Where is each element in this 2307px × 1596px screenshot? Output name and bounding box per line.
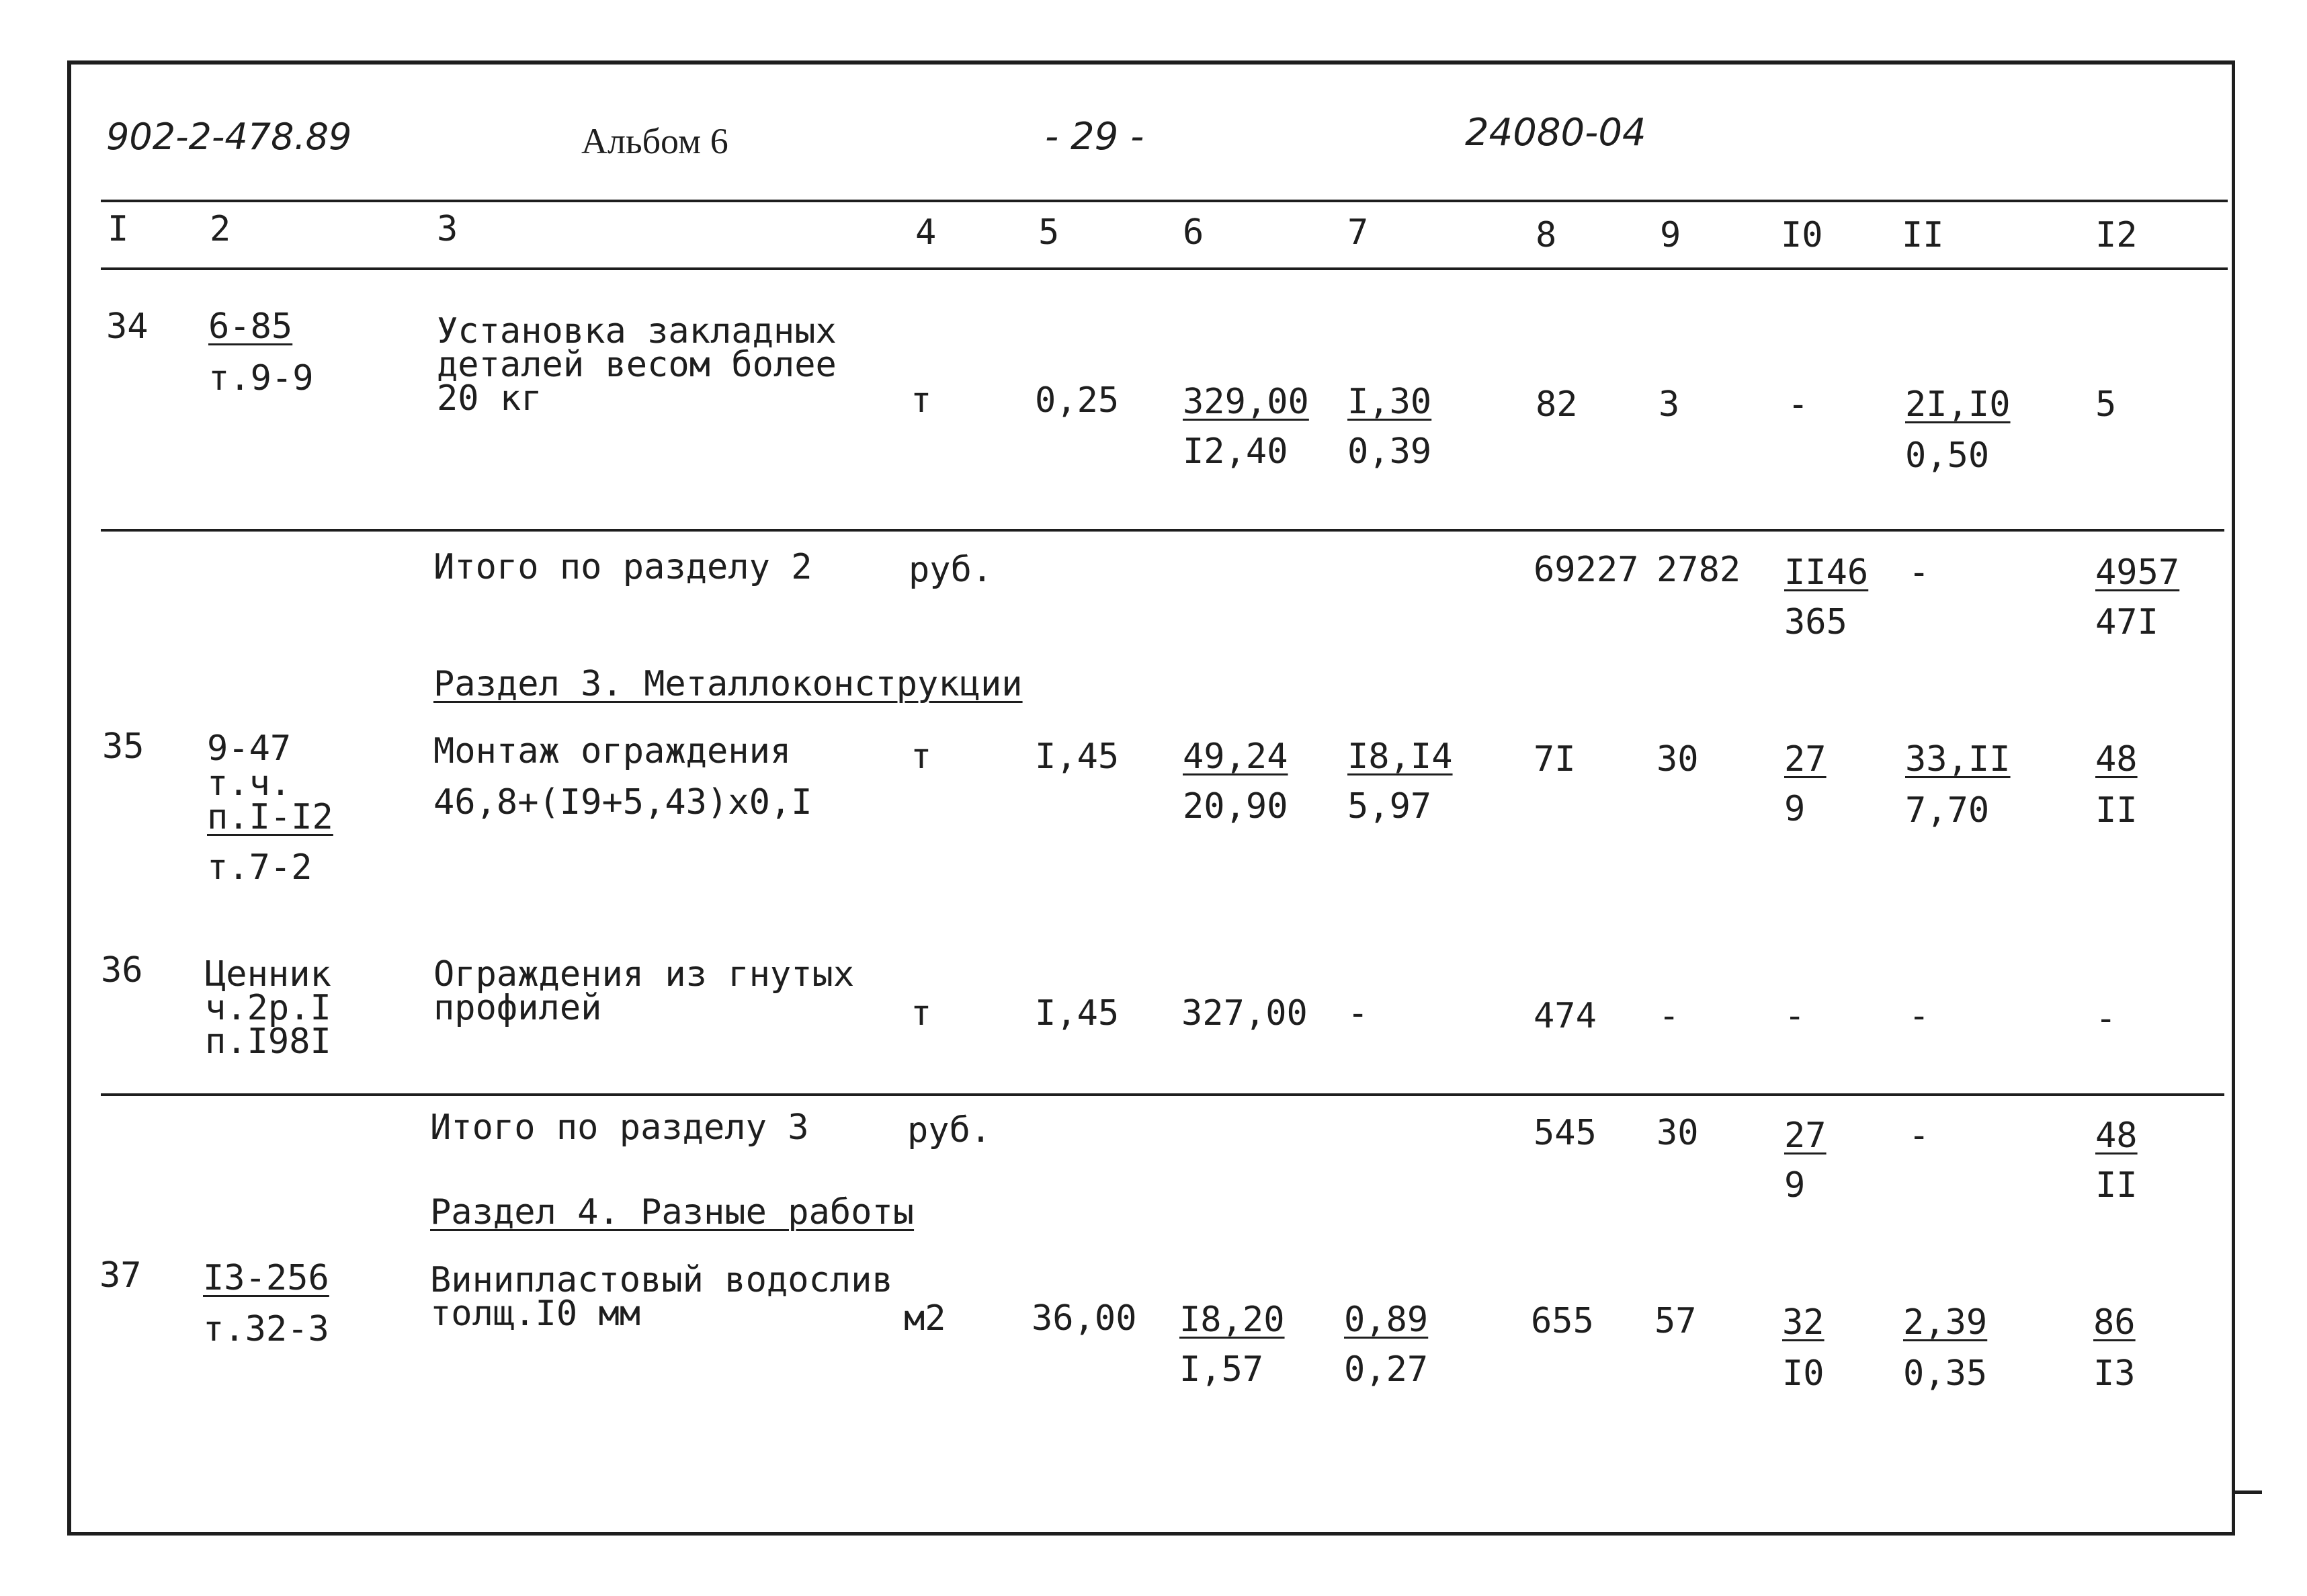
column-number: I2 [2095, 215, 2138, 255]
unit-cost-total: 329,00 [1183, 382, 1309, 422]
column-number: 5 [1038, 212, 1060, 253]
section-heading: Раздел 3. Металлоконструкции [433, 664, 1023, 704]
wages-total: 2782 [1656, 550, 1741, 590]
wages-total: 3 [1659, 384, 1680, 425]
column-number: 4 [915, 212, 937, 253]
quantity: I,45 [1035, 993, 1120, 1034]
unit: руб. [909, 550, 993, 590]
machine-cost: I8,I4 [1347, 737, 1453, 777]
work-description: Установка закладных деталей весом более 20 кг [437, 311, 837, 419]
column-number: 6 [1183, 212, 1204, 253]
norm-table: т.32-3 [203, 1309, 329, 1349]
work-description: Ограждения из гнутых профилей [433, 954, 855, 1028]
labor-unit-machine: 7,70 [1905, 790, 1990, 831]
labor-total: 48 [2095, 739, 2138, 780]
machine-cost: 0,89 [1344, 1300, 1429, 1340]
machine-wages: 5,97 [1347, 786, 1432, 827]
column-number: 2 [210, 209, 231, 249]
wages-total: 57 [1654, 1301, 1697, 1341]
document-number: 24080-04 [1465, 111, 1646, 155]
quantity: I,45 [1035, 737, 1120, 777]
column-number: II [1902, 215, 1944, 255]
total-cost: 69227 [1534, 550, 1639, 590]
machine-wages-total: I0 [1782, 1353, 1824, 1394]
labor-unit: - [1908, 996, 1930, 1036]
unit-cost-wages: 20,90 [1183, 786, 1288, 827]
wages-total: 30 [1656, 1113, 1699, 1153]
header-bottom-rule [101, 267, 2228, 270]
machine-wages: 0,39 [1347, 431, 1432, 472]
machine-cost: I,30 [1347, 382, 1432, 422]
labor-total: 48 [2095, 1116, 2138, 1156]
labor-machine-total: II [2095, 790, 2138, 831]
column-number: 8 [1536, 215, 1557, 255]
labor-unit: 2I,I0 [1905, 384, 2011, 425]
norm-code: 6-85 [208, 306, 293, 347]
machine-total: - [1788, 384, 1809, 425]
column-number: 3 [437, 209, 458, 249]
unit-cost-total: 327,00 [1181, 993, 1308, 1034]
labor-machine-total: II [2095, 1165, 2138, 1206]
unit: т [911, 737, 932, 777]
unit: м2 [904, 1298, 946, 1339]
row-number: 35 [102, 726, 144, 767]
labor-unit-machine: 0,35 [1903, 1353, 1988, 1394]
labor-total: - [2095, 999, 2117, 1039]
row-number: 37 [99, 1255, 142, 1296]
total-cost: 545 [1534, 1113, 1597, 1153]
unit-cost-wages: I2,40 [1183, 431, 1288, 472]
doc-code: 902-2-478.89 [106, 116, 352, 158]
labor-machine-total: 47I [2095, 602, 2158, 642]
norm-code: I3-256 [203, 1258, 329, 1298]
work-description: Монтаж ограждения [433, 731, 792, 771]
labor-machine-total: I3 [2093, 1353, 2136, 1394]
norm-part: т.ч. [207, 763, 292, 804]
machine-total: 27 [1784, 739, 1827, 780]
unit: руб. [907, 1110, 992, 1150]
page-number: - 29 - [1045, 115, 1144, 159]
machine-wages-total: 9 [1784, 1165, 1806, 1206]
total-cost: 474 [1534, 996, 1597, 1036]
unit: т [911, 993, 932, 1034]
section-rule [101, 529, 2224, 532]
unit-cost-total: I8,20 [1179, 1300, 1285, 1340]
total-cost: 7I [1534, 739, 1576, 780]
unit-cost-wages: I,57 [1179, 1349, 1264, 1390]
work-description: Винипластовый водослив толщ.I0 мм [430, 1260, 893, 1334]
machine-total: - [1784, 996, 1806, 1036]
unit-cost-total: 49,24 [1183, 737, 1288, 777]
section-rule [101, 1093, 2224, 1096]
header-top-rule [101, 200, 2228, 202]
total-cost: 655 [1531, 1301, 1594, 1341]
norm-code: 9-47 [207, 728, 292, 769]
row-number: 34 [106, 306, 149, 347]
labor-unit: - [1908, 1116, 1930, 1156]
machine-wages-total: 9 [1784, 789, 1806, 829]
column-number: 9 [1660, 215, 1681, 255]
norm-items: п.I-I2 [207, 797, 333, 837]
machine-cost: - [1347, 993, 1369, 1034]
unit: т [911, 380, 932, 421]
wages-total: 30 [1656, 739, 1699, 780]
labor-unit: - [1908, 552, 1930, 593]
album-label: Альбом 6 [581, 121, 728, 161]
machine-total: II46 [1784, 552, 1869, 593]
norm-table: т.9-9 [208, 358, 314, 398]
machine-total: 27 [1784, 1116, 1827, 1156]
price-list-reference: Ценник ч.2р.I п.I98I [205, 954, 331, 1062]
machine-wages-total: 365 [1784, 602, 1847, 642]
frame-tick-mark [2235, 1490, 2262, 1494]
labor-total: 86 [2093, 1302, 2136, 1343]
column-number: I0 [1781, 215, 1823, 255]
machine-total: 32 [1782, 1302, 1824, 1343]
labor-unit: 2,39 [1903, 1302, 1988, 1343]
quantity: 36,00 [1032, 1298, 1137, 1339]
norm-table: т.7-2 [207, 847, 312, 888]
column-number: I [108, 209, 129, 249]
labor-total: 4957 [2095, 552, 2180, 593]
labor-unit-machine: 0,50 [1905, 435, 1990, 476]
wages-total: - [1659, 996, 1680, 1036]
section-total-label: Итого по разделу 3 [430, 1107, 809, 1148]
section-total-label: Итого по разделу 2 [433, 547, 812, 587]
section-heading: Раздел 4. Разные работы [430, 1192, 915, 1232]
machine-wages: 0,27 [1344, 1349, 1429, 1390]
total-cost: 82 [1536, 384, 1578, 425]
work-formula: 46,8+(I9+5,43)х0,I [433, 782, 812, 823]
row-number: 36 [101, 950, 143, 991]
column-number: 7 [1347, 212, 1369, 253]
labor-total: 5 [2095, 384, 2117, 425]
labor-unit: 33,II [1905, 739, 2011, 780]
quantity: 0,25 [1035, 380, 1120, 421]
